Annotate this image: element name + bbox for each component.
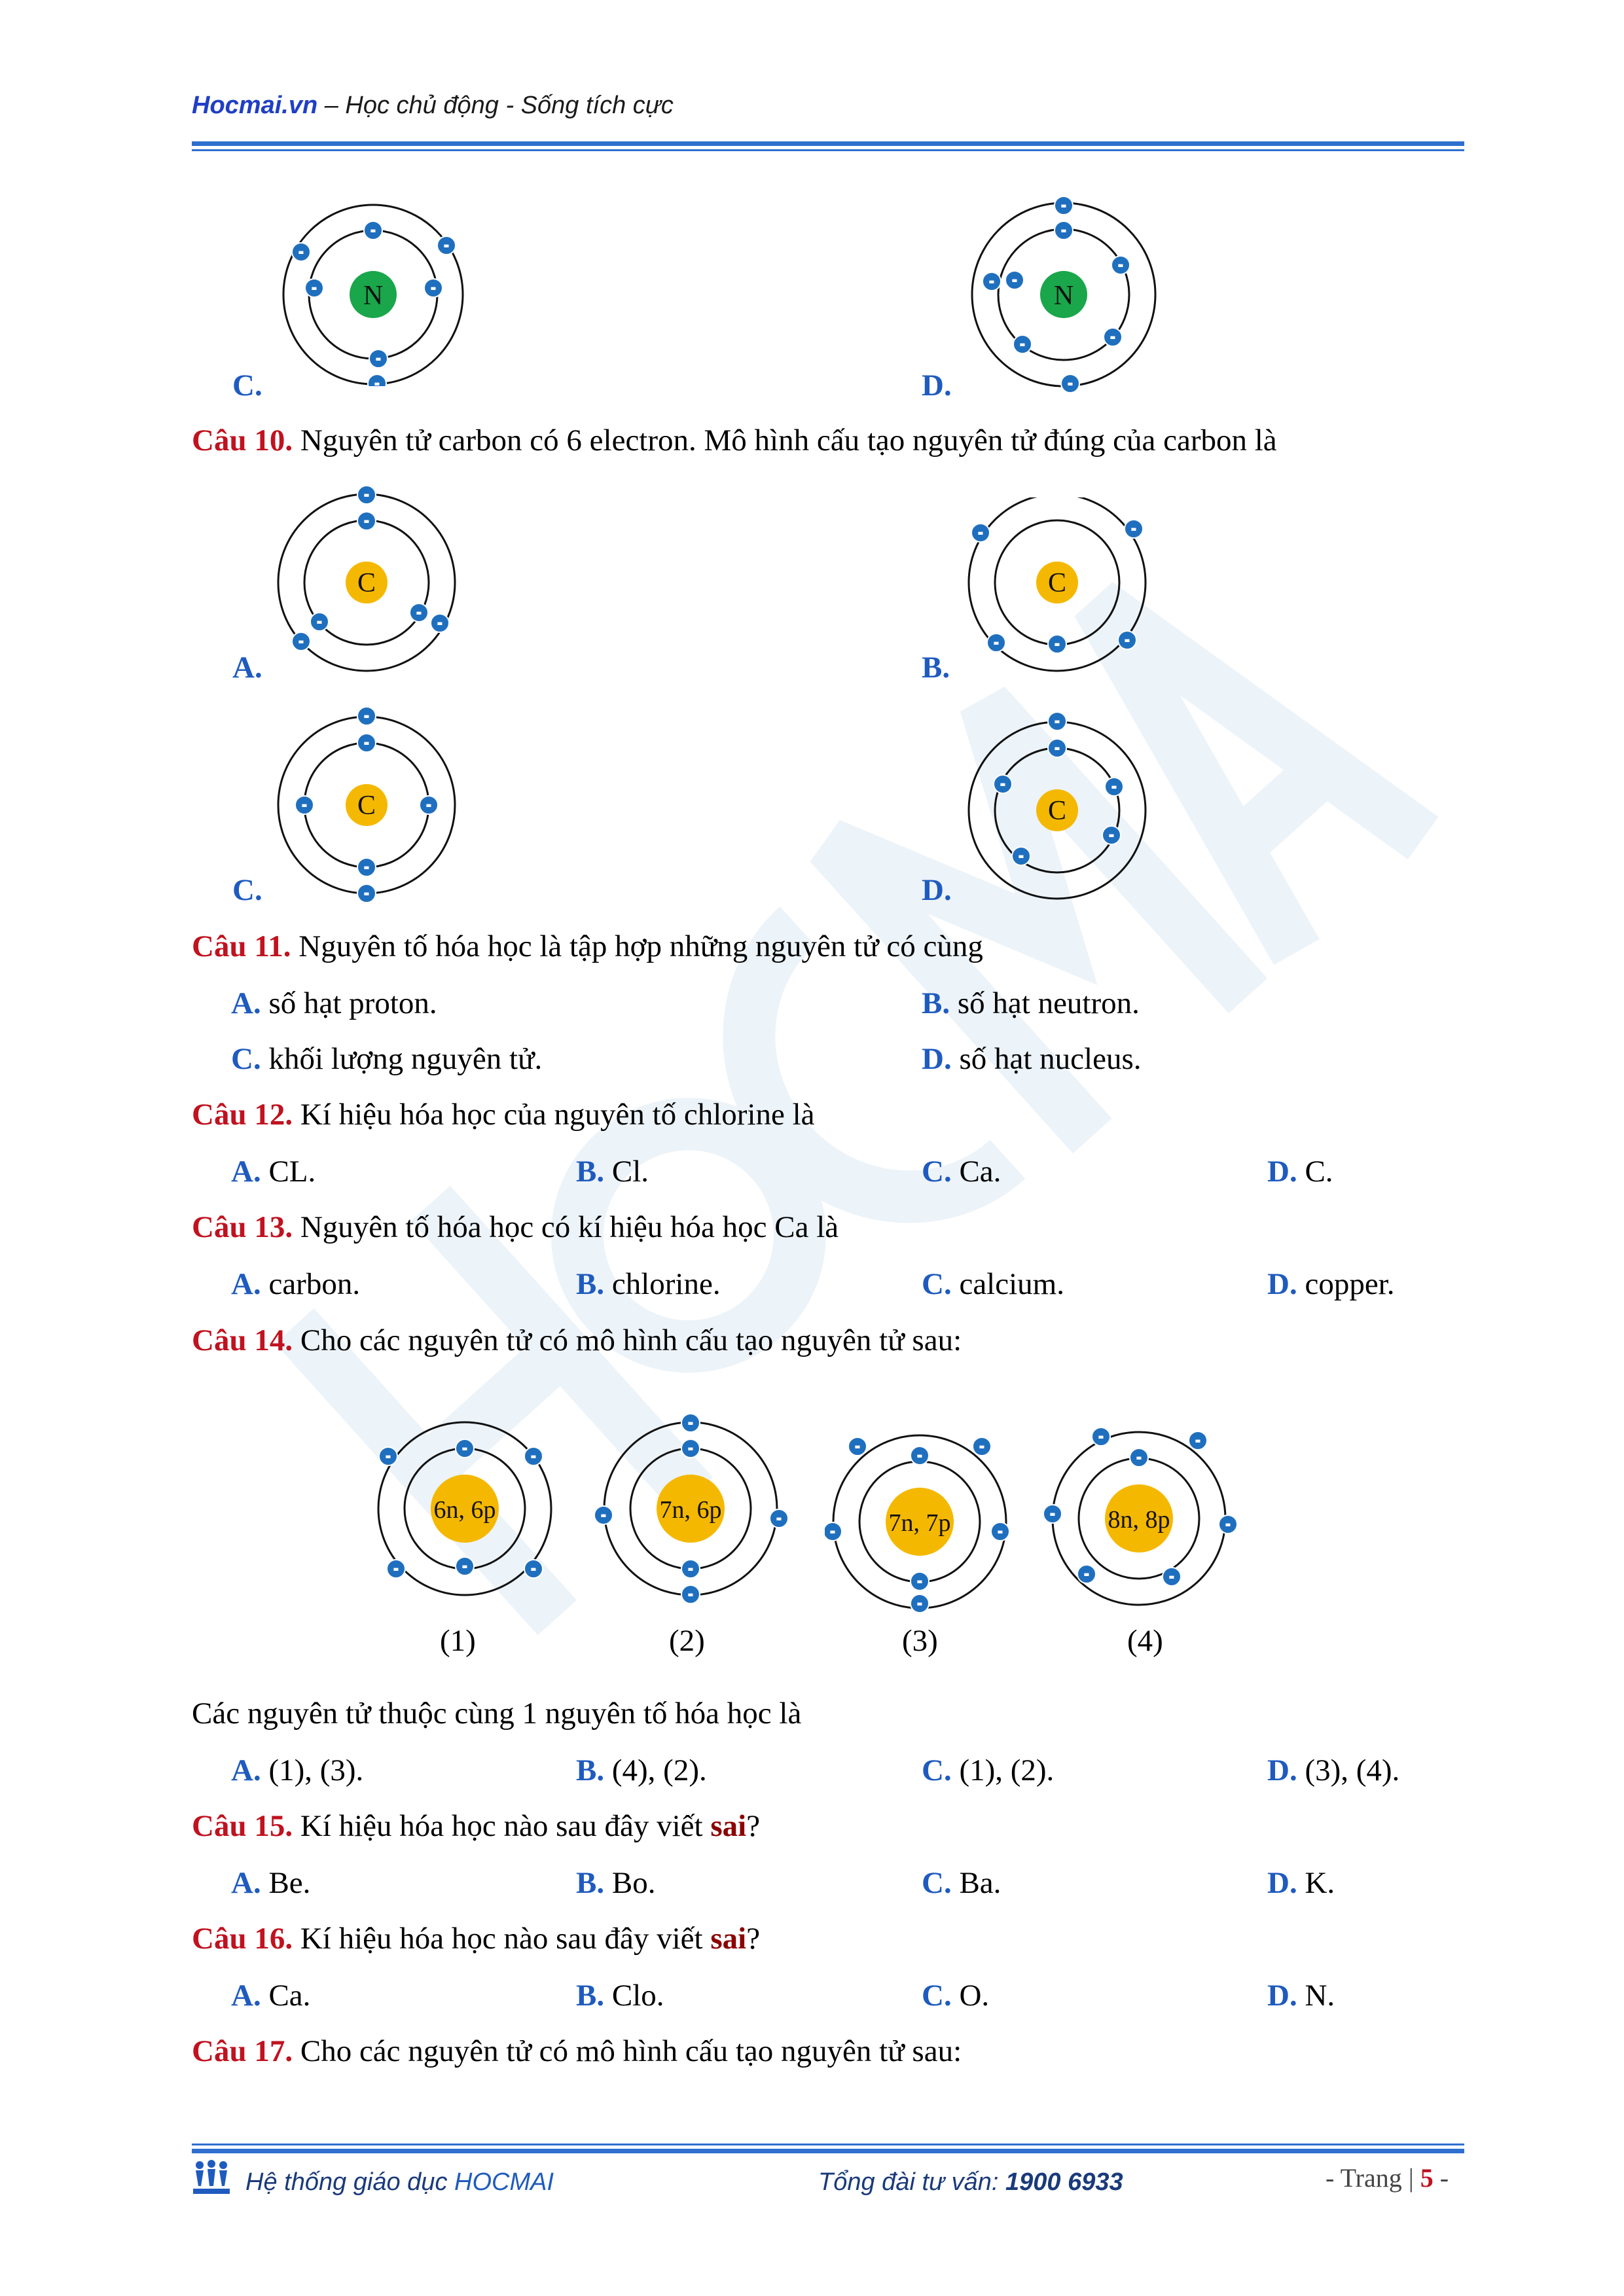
electron-minus: - bbox=[437, 616, 442, 630]
q12-option-c[interactable]: C. Ca. bbox=[922, 1155, 1001, 1189]
electron-minus: - bbox=[601, 1508, 606, 1522]
electron-minus: - bbox=[1136, 1450, 1142, 1465]
svg-text:7n, 7p: 7n, 7p bbox=[888, 1509, 951, 1537]
svg-text:7n, 6p: 7n, 6p bbox=[659, 1496, 722, 1524]
atom-model-4 bbox=[1041, 1424, 1244, 1620]
electron-minus: - bbox=[462, 1441, 467, 1456]
q9-option-d-label: D. bbox=[922, 368, 952, 403]
question-10 bbox=[192, 422, 1277, 459]
atom-model-q10-a bbox=[275, 484, 465, 674]
electron-minus: - bbox=[426, 798, 431, 812]
electron-minus: - bbox=[917, 1574, 922, 1588]
electron-minus: - bbox=[1000, 777, 1005, 791]
atom-model-q9-d bbox=[969, 190, 1159, 393]
footer-rule-thick bbox=[192, 2149, 1464, 2153]
svg-text:8n, 8p: 8n, 8p bbox=[1108, 1506, 1170, 1534]
electron-minus: - bbox=[979, 1439, 984, 1454]
svg-text:C: C bbox=[357, 791, 376, 821]
q10-option-a-label: A. bbox=[232, 651, 262, 685]
electron-minus: - bbox=[989, 274, 994, 289]
electron-minus: - bbox=[386, 1449, 391, 1463]
svg-text:C: C bbox=[1047, 796, 1067, 826]
atom-model-q10-d bbox=[962, 707, 1152, 903]
electron-minus: - bbox=[1131, 522, 1136, 536]
question-14-sub: Các nguyên tử thuộc cùng 1 nguyên tố hóa học là bbox=[192, 1696, 802, 1731]
header-site: Hocmai.vn bbox=[192, 92, 318, 119]
electron-minus: - bbox=[298, 634, 304, 649]
electron-minus: - bbox=[531, 1562, 536, 1576]
question-12: Câu 12. Kí hiệu hóa học của nguyên tố chlorine là bbox=[192, 1098, 815, 1132]
electron-minus: - bbox=[393, 1562, 399, 1576]
question-11: Câu 11. Nguyên tố hóa học là tập hợp những nguyên tử có cùng bbox=[192, 929, 983, 963]
q11-option-c[interactable]: C. khối lượng nguyên tử. bbox=[231, 1042, 543, 1076]
question-13: Câu 13. Nguyên tố hóa học có kí hiệu hóa học Ca là bbox=[192, 1210, 839, 1244]
atom-caption-4: (4) bbox=[1127, 1624, 1163, 1658]
q14-option-d[interactable]: D. (3), (4). bbox=[1267, 1753, 1400, 1787]
atom-model-q10-c bbox=[272, 707, 461, 903]
electron-minus: - bbox=[444, 238, 449, 253]
q15-option-a[interactable]: A. Be. bbox=[231, 1866, 311, 1900]
q15-option-d[interactable]: D. K. bbox=[1267, 1866, 1335, 1900]
electron-minus: - bbox=[917, 1448, 922, 1463]
electron-minus: - bbox=[978, 526, 983, 540]
q13-option-d[interactable]: D. copper. bbox=[1267, 1267, 1395, 1301]
electron-minus: - bbox=[531, 1449, 536, 1463]
electron-minus: - bbox=[1050, 1507, 1055, 1521]
electron-minus: - bbox=[1020, 337, 1025, 351]
electron-minus: - bbox=[431, 281, 436, 295]
q10-option-c-label: C. bbox=[232, 873, 262, 907]
question-16: Câu 16. Kí hiệu hóa học nào sau đây viết sai? bbox=[192, 1922, 761, 1956]
svg-text:6n, 6p: 6n, 6p bbox=[433, 1496, 496, 1524]
question-17: Câu 17. Cho các nguyên tử có mô hình cấu tạo nguyên tử sau: bbox=[192, 2034, 962, 2068]
electron-minus: - bbox=[312, 281, 317, 295]
q16-option-d[interactable]: D. N. bbox=[1267, 1979, 1335, 2013]
footer-rule-thin bbox=[192, 2144, 1464, 2145]
atom-model-1 bbox=[370, 1417, 560, 1600]
electron-minus: - bbox=[1068, 376, 1073, 391]
electron-minus: - bbox=[1084, 1567, 1089, 1581]
q12-option-a[interactable]: A. CL. bbox=[231, 1155, 316, 1189]
electron-minus: - bbox=[364, 736, 369, 750]
electron-minus: - bbox=[374, 376, 380, 386]
electron-minus: - bbox=[688, 1416, 693, 1430]
electron-minus: - bbox=[298, 245, 304, 259]
atom-model-2 bbox=[589, 1414, 799, 1604]
header-rule-thick bbox=[192, 141, 1464, 146]
electron-minus: - bbox=[416, 605, 422, 620]
q16-option-a[interactable]: A. Ca. bbox=[231, 1979, 311, 2013]
page-number: - Trang | 5 - bbox=[1326, 2163, 1449, 2193]
q15-option-c[interactable]: C. Ba. bbox=[922, 1866, 1001, 1900]
q12-option-b[interactable]: B. Cl. bbox=[576, 1155, 649, 1189]
electron-minus: - bbox=[830, 1524, 835, 1539]
electron-minus: - bbox=[1098, 1429, 1104, 1444]
atom-model-q10-b bbox=[962, 497, 1152, 674]
electron-minus: - bbox=[1061, 223, 1066, 238]
electron-minus: - bbox=[1195, 1433, 1200, 1448]
footer-hotline-number[interactable]: 1900 6933 bbox=[1005, 2168, 1123, 2196]
electron-minus: - bbox=[1111, 780, 1117, 794]
atom-caption-3: (3) bbox=[902, 1624, 938, 1658]
q16-option-b[interactable]: B. Clo. bbox=[576, 1979, 664, 2013]
svg-text:N: N bbox=[1053, 281, 1074, 311]
electron-minus: - bbox=[1055, 714, 1060, 728]
q11-option-b[interactable]: B. số hạt neutron. bbox=[922, 986, 1140, 1020]
electron-minus: - bbox=[1055, 741, 1060, 755]
electron-minus: - bbox=[776, 1511, 782, 1526]
footer-system: Hệ thống giáo dục HOCMAI bbox=[245, 2168, 554, 2196]
question-number: Câu 10. bbox=[192, 423, 293, 457]
q14-option-c[interactable]: C. (1), (2). bbox=[922, 1753, 1055, 1787]
hocmai-logo-icon bbox=[192, 2160, 231, 2197]
electron-minus: - bbox=[364, 488, 369, 502]
q14-option-b[interactable]: B. (4), (2). bbox=[576, 1753, 707, 1787]
electron-minus: - bbox=[688, 1587, 693, 1602]
electron-minus: - bbox=[855, 1439, 860, 1454]
svg-text:C: C bbox=[357, 568, 376, 598]
nucleus-n: N bbox=[363, 281, 384, 311]
q13-option-a[interactable]: A. carbon. bbox=[231, 1267, 361, 1301]
q12-option-d[interactable]: D. C. bbox=[1267, 1155, 1333, 1189]
electron-minus: - bbox=[688, 1441, 693, 1456]
electron-minus: - bbox=[317, 615, 322, 629]
q13-option-b[interactable]: B. chlorine. bbox=[576, 1267, 721, 1301]
electron-minus: - bbox=[1110, 330, 1115, 344]
svg-text:C: C bbox=[1047, 568, 1067, 598]
electron-minus: - bbox=[364, 709, 369, 723]
electron-minus: - bbox=[1118, 258, 1123, 272]
question-14: Câu 14. Cho các nguyên tử có mô hình cấu tạo nguyên tử sau: bbox=[192, 1323, 962, 1357]
electron-minus: - bbox=[998, 1524, 1003, 1539]
header-brand bbox=[192, 92, 674, 120]
q9-option-c-label: C. bbox=[232, 368, 262, 403]
electron-minus: - bbox=[1225, 1517, 1231, 1532]
atom-model-3 bbox=[825, 1427, 1015, 1623]
electron-minus: - bbox=[1125, 633, 1130, 647]
electron-minus: - bbox=[364, 886, 369, 901]
electron-minus: - bbox=[1012, 273, 1017, 287]
question-15: Câu 15. Kí hiệu hóa học nào sau đây viết sai? bbox=[192, 1809, 761, 1843]
q13-option-c[interactable]: C. calcium. bbox=[922, 1267, 1064, 1301]
q14-option-a[interactable]: A. (1), (3). bbox=[231, 1753, 364, 1787]
question-text: Nguyên tử carbon có 6 electron. Mô hình cấu tạo nguyên tử đúng của carbon là bbox=[293, 423, 1277, 457]
electron-minus: - bbox=[1109, 828, 1114, 842]
q10-option-d-label: D. bbox=[922, 873, 952, 907]
q15-option-b[interactable]: B. Bo. bbox=[576, 1866, 656, 1900]
electron-minus: - bbox=[370, 223, 376, 238]
electron-minus: - bbox=[994, 636, 999, 650]
electron-minus: - bbox=[917, 1596, 922, 1611]
header-slogan: – Học chủ động - Sống tích cực bbox=[317, 92, 674, 119]
electron-minus: - bbox=[1019, 849, 1024, 863]
electron-minus: - bbox=[302, 798, 307, 812]
atom-caption-2: (2) bbox=[669, 1624, 705, 1658]
electron-minus: - bbox=[1055, 637, 1060, 651]
q11-option-d[interactable]: D. số hạt nucleus. bbox=[922, 1042, 1142, 1076]
footer-brand-link[interactable]: HOCMAI bbox=[454, 2168, 554, 2196]
q10-option-b-label: B. bbox=[922, 651, 950, 685]
electron-minus: - bbox=[1169, 1570, 1174, 1584]
electron-minus: - bbox=[688, 1562, 693, 1576]
electron-minus: - bbox=[462, 1559, 467, 1573]
q16-option-c[interactable]: C. O. bbox=[922, 1979, 990, 2013]
header-rule-thin bbox=[192, 149, 1464, 151]
q11-option-a[interactable]: A. số hạt proton. bbox=[231, 986, 437, 1020]
footer-hotline: Tổng đài tư vấn: 1900 6933 bbox=[818, 2168, 1123, 2196]
atom-caption-1: (1) bbox=[440, 1624, 476, 1658]
electron-minus: - bbox=[364, 860, 369, 874]
electron-minus: - bbox=[364, 514, 369, 528]
atom-model-q9-c bbox=[281, 203, 465, 386]
electron-minus: - bbox=[1061, 198, 1066, 213]
electron-minus: - bbox=[376, 351, 381, 366]
